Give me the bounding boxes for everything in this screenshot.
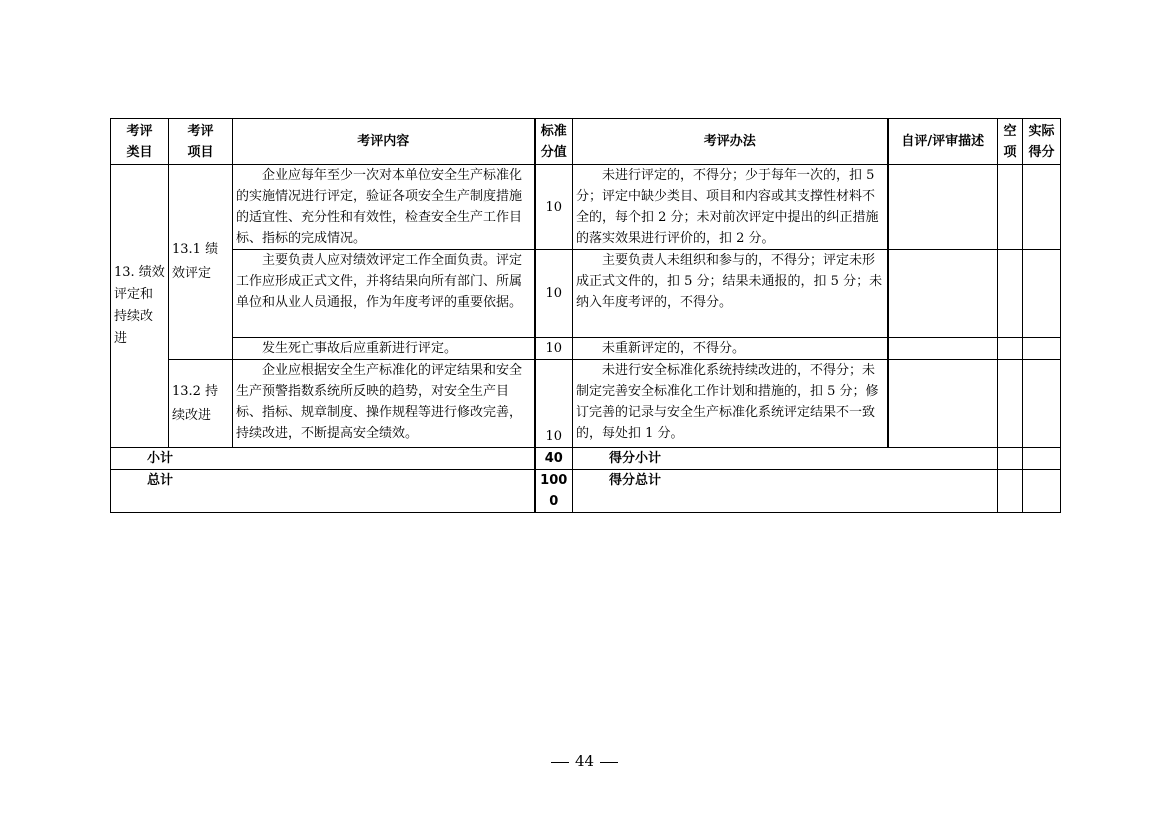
empty-cell[interactable] [998, 360, 1023, 448]
table-row [111, 360, 1061, 448]
method-cell: 主要负责人未组织和参与的，不得分；评定未形成正式文件的，扣 5 分；结果未通报的，扣 5 分；未纳入年度考评的，不得分。 [573, 250, 888, 338]
content-cell: 企业应每年至少一次对本单位安全生产标准化的实施情况进行评定，验证各项安全生产制度措施的适宜性、充分性和有效性，检查安全生产工作目标、指标的完成情况。 [233, 165, 535, 250]
actual-score-cell[interactable] [1023, 470, 1061, 513]
header-content: 考评内容 [233, 119, 535, 165]
item-cell: 13.2 持续改进 [169, 360, 233, 448]
score-cell: 10 [535, 250, 573, 338]
content-cell: 企业应根据安全生产标准化的评定结果和安全生产预警指数系统所反映的趋势，对安全生产目标、指标、规章制度、操作规程等进行修改完善，持续改进，不断提高安全绩效。 [233, 360, 535, 448]
self-review-cell[interactable] [888, 360, 998, 448]
header-item: 考评 项目 [169, 119, 233, 165]
empty-cell[interactable] [998, 338, 1023, 360]
table-row [111, 250, 1061, 338]
header-actual-score: 实际 得分 [1023, 119, 1061, 165]
empty-cell[interactable] [998, 165, 1023, 250]
method-cell: 未重新评定的，不得分。 [573, 338, 888, 360]
subtotal-score: 40 [535, 448, 573, 470]
footer-dash-left [551, 762, 569, 763]
content-cell: 发生死亡事故后应重新进行评定。 [233, 338, 535, 360]
self-review-cell[interactable] [888, 338, 998, 360]
total-label: 总计 [111, 470, 535, 513]
score-cell: 10 [535, 338, 573, 360]
subtotal-method-label: 得分小计 [573, 448, 998, 470]
score-cell: 10 [535, 360, 573, 448]
content-cell: 主要负责人应对绩效评定工作全面负责。评定工作应形成正式文件，并将结果向所有部门、所属单位和从业人员通报，作为年度考评的重要依据。 [233, 250, 535, 338]
actual-score-cell[interactable] [1023, 165, 1061, 250]
score-cell: 10 [535, 165, 573, 250]
footer-dash-right [600, 762, 618, 763]
self-review-cell[interactable] [888, 165, 998, 250]
table-row [111, 165, 1061, 250]
header-empty: 空 项 [998, 119, 1023, 165]
evaluation-table [110, 118, 1061, 513]
subtotal-row [111, 448, 1061, 470]
header-category: 考评 类目 [111, 119, 169, 165]
header-standard-score: 标准 分值 [535, 119, 573, 165]
total-row [111, 470, 1061, 513]
total-score: 1000 [535, 470, 573, 513]
header-row [111, 119, 1061, 165]
table-row [111, 338, 1061, 360]
category-cell: 13. 绩效评定和持续改进 [111, 165, 169, 448]
empty-cell[interactable] [998, 470, 1023, 513]
total-method-label: 得分总计 [573, 470, 998, 513]
method-cell: 未进行安全标准化系统持续改进的，不得分；未制定完善安全标准化工作计划和措施的，扣 5 分；修订完善的记录与安全生产标准化系统评定结果不一致的，每处扣 1 分。 [573, 360, 888, 448]
subtotal-label: 小计 [111, 448, 535, 470]
empty-cell[interactable] [998, 448, 1023, 470]
header-self-review: 自评/评审描述 [888, 119, 998, 165]
method-cell: 未进行评定的，不得分；少于每年一次的，扣 5 分；评定中缺少类目、项目和内容或其支撑性材料不全的，每个扣 2 分；未对前次评定中提出的纠正措施的落实效果进行评价的，扣 2 分。 [573, 165, 888, 250]
actual-score-cell[interactable] [1023, 338, 1061, 360]
header-method: 考评办法 [573, 119, 888, 165]
empty-cell[interactable] [998, 250, 1023, 338]
self-review-cell[interactable] [888, 250, 998, 338]
item-cell: 13.1 绩效评定 [169, 165, 233, 360]
actual-score-cell[interactable] [1023, 360, 1061, 448]
page-footer [0, 752, 1169, 770]
actual-score-cell[interactable] [1023, 448, 1061, 470]
page-number: 44 [574, 752, 595, 770]
actual-score-cell[interactable] [1023, 250, 1061, 338]
